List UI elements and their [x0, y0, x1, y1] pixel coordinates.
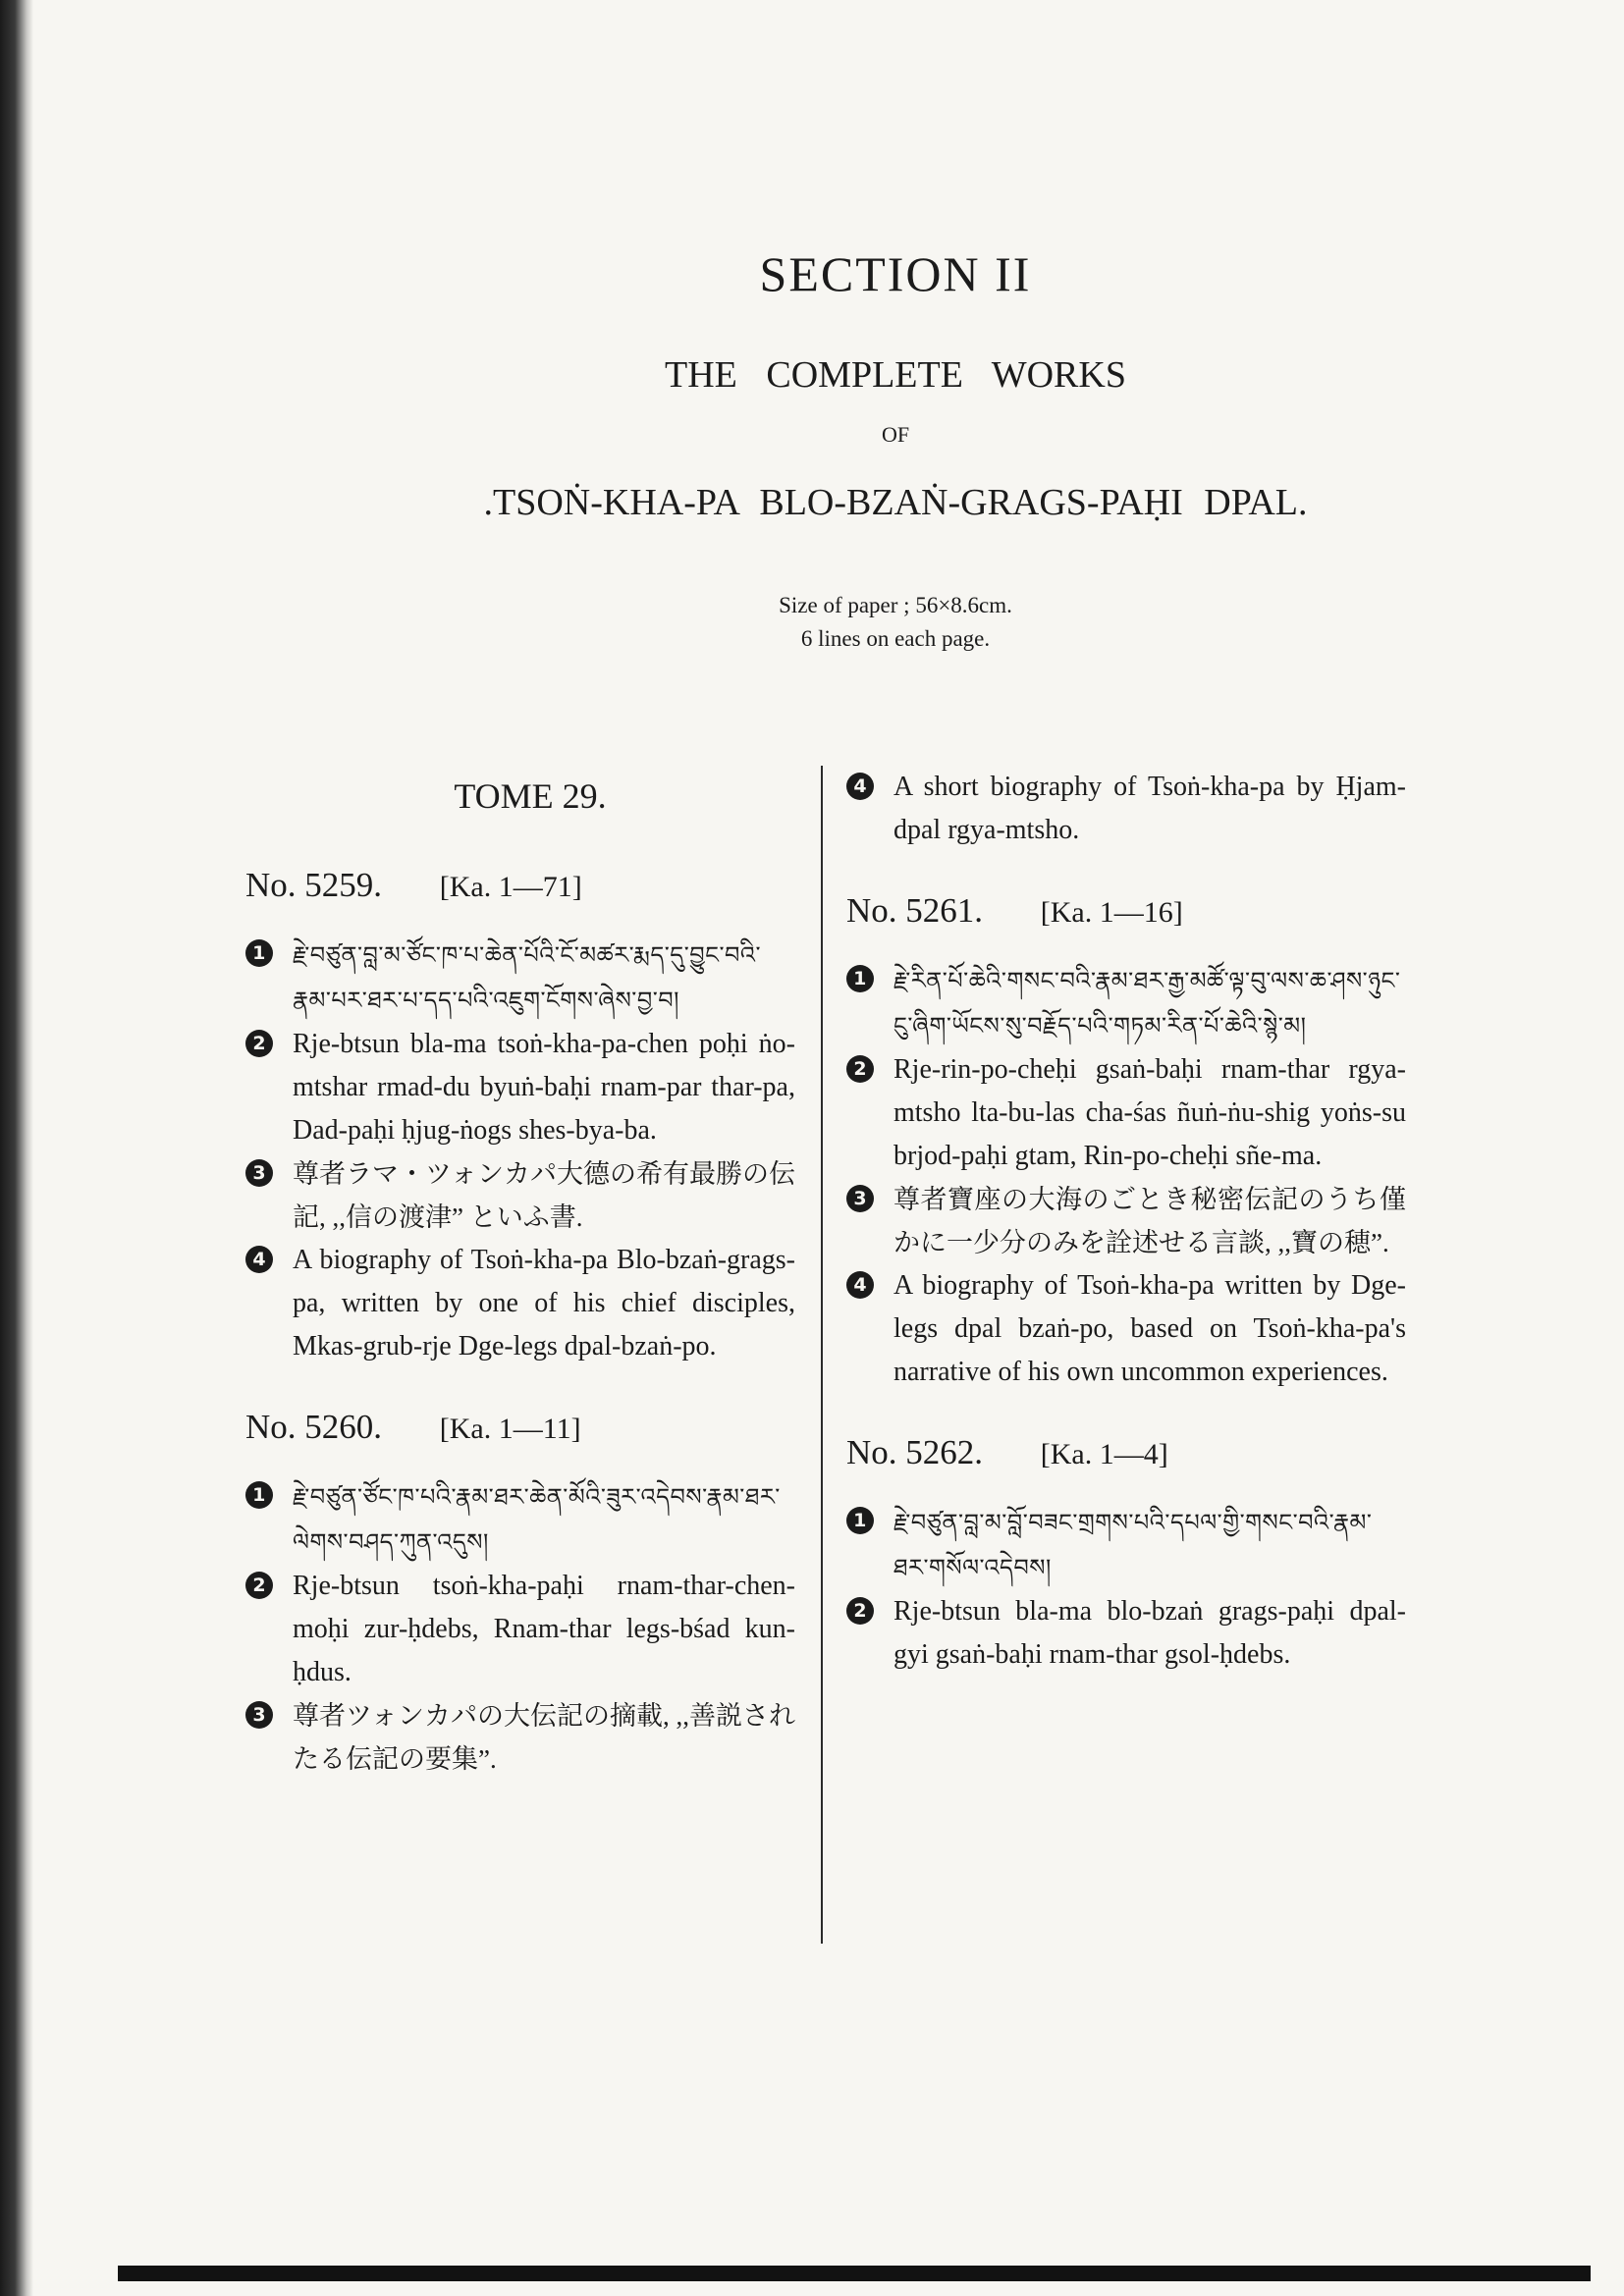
paper-info: [0, 589, 1624, 656]
entry-number: No. 5260.: [245, 1408, 383, 1446]
author-line: .TSOṄ-KHA-PA BLO-BZAṄ-GRAGS-PAḤI DPAL.: [483, 482, 1308, 523]
circled-number-2: 2: [245, 1030, 273, 1057]
english-description: 4 A biography of Tsoṅ-kha-pa written by Dge-legs dpal bzaṅ-po, based on Tsoṅ-kha-pa's narrative of his own uncommon experiences.: [846, 1264, 1406, 1394]
entry-number: No. 5261.: [846, 891, 984, 930]
scan-edge-bottom: [118, 2266, 1591, 2281]
right-column: [846, 766, 1406, 1677]
circled-number-2: 2: [245, 1572, 273, 1599]
left-column: [245, 775, 795, 1781]
paper-size: Size of paper ; 56×8.6cm.: [779, 593, 1012, 617]
entry-heading-5261: [846, 891, 1406, 931]
column-divider: [821, 766, 823, 1944]
entry-range: [Ka. 1—11]: [439, 1413, 581, 1445]
tibetan-title: 1 རྗེ་བཙུན་བླ་མ་བློ་བཟང་གྲགས་པའི་དཔལ་གྱི་གསང་བའི་རྣམ་ཐར་གསོལ་འདེབས།: [846, 1500, 1406, 1590]
entry-heading-5262: [846, 1433, 1406, 1472]
transliteration: 2 Rje-btsun bla-ma tsoṅ-kha-pa-chen poḥi ṅo-mtshar rmad-du byuṅ-baḥi rnam-par thar-pa, Dad-paḥi ḥjug-ṅogs shes-bya-ba.: [245, 1023, 795, 1152]
scan-edge-left: [0, 0, 33, 2296]
transliteration: 2 Rje-btsun tsoṅ-kha-paḥi rnam-thar-chen-moḥi zur-ḥdebs, Rnam-thar legs-bśad kun-ḥdus.: [245, 1565, 795, 1694]
tibetan-title: 1 རྗེ་བཙུན་བླ་མ་ཙོང་ཁ་པ་ཆེན་པོའི་ངོ་མཚར་རྨད་དུ་བྱུང་བའི་རྣམ་པར་ཐར་པ་དད་པའི་འཇུག་ངོགས་ཞེས་བྱ་བ།: [245, 933, 795, 1023]
tome-heading: TOME 29.: [454, 776, 607, 816]
circled-number-4: 4: [846, 773, 874, 800]
circled-number-2: 2: [846, 1055, 874, 1083]
section-title: SECTION II: [759, 246, 1032, 301]
entry-range: [Ka. 1—71]: [439, 871, 582, 903]
japanese-translation: 3 尊者ラマ・ツォンカパ大德の希有最勝の伝記, ,,信の渡津” といふ書.: [245, 1152, 795, 1239]
circled-number-2: 2: [846, 1597, 874, 1625]
japanese-translation: 3 尊者寶座の大海のごとき秘密伝記のうち僅かに一少分のみを詮述せる言談, ,,寶の穂”.: [846, 1178, 1406, 1264]
circled-number-1: 1: [846, 1507, 874, 1534]
circled-number-1: 1: [245, 1481, 273, 1509]
entry-range: [Ka. 1—16]: [1040, 896, 1183, 929]
circled-number-4: 4: [245, 1246, 273, 1273]
circled-number-3: 3: [846, 1185, 874, 1212]
japanese-translation: 3 尊者ツォンカパの大伝記の摘載, ,,善説されたる伝記の要集”.: [245, 1694, 795, 1781]
entry-heading-5260: [245, 1408, 795, 1447]
circled-number-1: 1: [846, 965, 874, 992]
of-line: OF: [881, 422, 910, 447]
english-description: 4 A biography of Tsoṅ-kha-pa Blo-bzaṅ-grags-pa, written by one of his chief disciples, Mkas-grub-rje Dge-legs dpal-bzaṅ-po.: [245, 1239, 795, 1368]
entry-heading-5259: [245, 866, 795, 905]
lines-per-page: 6 lines on each page.: [800, 626, 991, 651]
tibetan-title: 1 རྗེ་བཙུན་ཙོང་ཁ་པའི་རྣམ་ཐར་ཆེན་མོའི་ཟུར་འདེབས་རྣམ་ཐར་ལེགས་བཤད་ཀུན་འདུས།: [245, 1474, 795, 1565]
entry-number: No. 5259.: [245, 866, 383, 904]
transliteration: 2 Rje-rin-po-cheḥi gsaṅ-baḥi rnam-thar rgya-mtsho lta-bu-las cha-śas ñuṅ-ṅu-shig yoṅs-su brjod-paḥi gtam, Rin-po-cheḥi sñe-ma.: [846, 1048, 1406, 1178]
transliteration: 2 Rje-btsun bla-ma blo-bzaṅ grags-paḥi dpal-gyi gsaṅ-baḥi rnam-thar gsol-ḥdebs.: [846, 1590, 1406, 1677]
works-title: THE COMPLETE WORKS: [665, 354, 1126, 396]
tibetan-title: 1 རྗེ་རིན་པོ་ཆེའི་གསང་བའི་རྣམ་ཐར་རྒྱ་མཚོ་ལྟ་བུ་ལས་ཆ་ཤས་ཉུང་ངུ་ཞིག་ཡོངས་སུ་བརྗོད་པའི་གཏམ་རིན་པོ་ཆེའི་སྙེ་མ།: [846, 958, 1406, 1048]
circled-number-3: 3: [245, 1701, 273, 1729]
entry-number: No. 5262.: [846, 1433, 984, 1471]
circled-number-1: 1: [245, 939, 273, 967]
circled-number-3: 3: [245, 1159, 273, 1187]
english-description: 4 A short biography of Tsoṅ-kha-pa by Ḥjam-dpal rgya-mtsho.: [846, 766, 1406, 852]
circled-number-4: 4: [846, 1271, 874, 1299]
entry-range: [Ka. 1—4]: [1040, 1438, 1168, 1470]
